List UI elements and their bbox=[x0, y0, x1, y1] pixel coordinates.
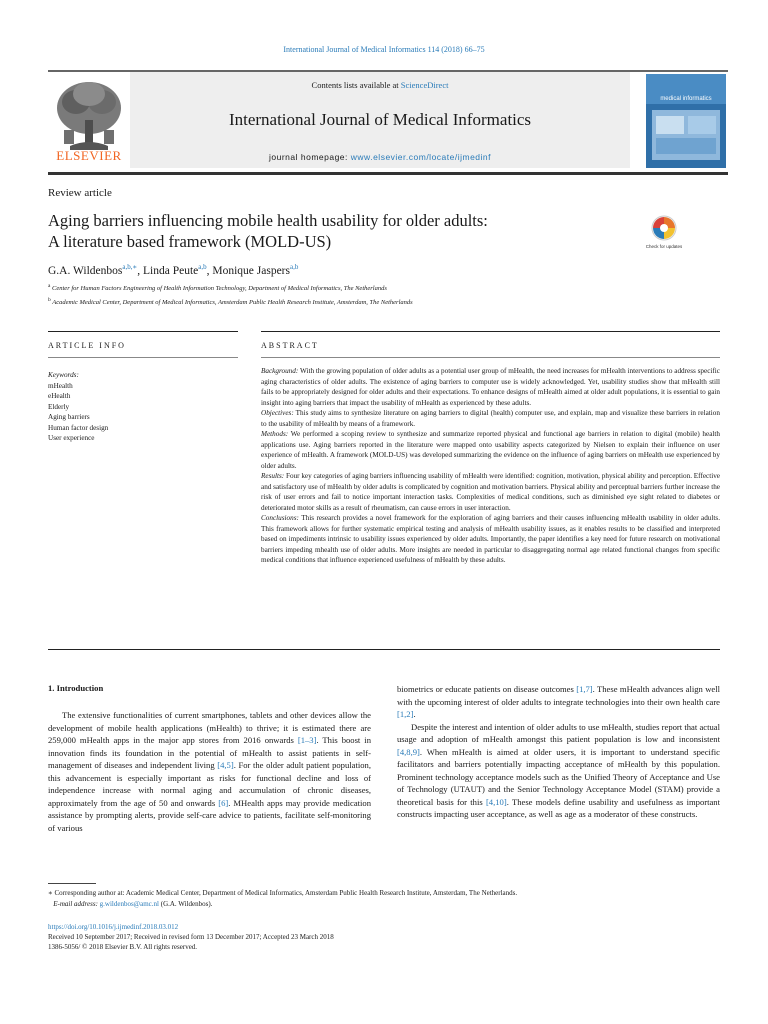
author-name[interactable]: Linda Peute bbox=[143, 264, 199, 277]
author-affiliation-marks[interactable]: a,b,∗ bbox=[122, 263, 138, 271]
keyword: User experience bbox=[48, 434, 95, 442]
affiliation-label: b bbox=[48, 297, 51, 303]
crossmark-label: Check for updates bbox=[646, 244, 682, 249]
citation-link[interactable]: [4,5] bbox=[217, 760, 234, 770]
received-dates: Received 10 September 2017; Received in revised form 13 December 2017; Accepted 23 March 2018 bbox=[48, 933, 334, 941]
article-title bbox=[48, 210, 608, 252]
author-name[interactable]: Monique Jaspers bbox=[212, 264, 290, 277]
keywords-block bbox=[48, 370, 238, 444]
abstract-background: Background: With the growing population of older adults as a potential user group of mHealth, the need increases for mHealth interventions to address specific aging characteristics of older adults. The existence of aging barriers to computer use is widely acknowledged. Yet, usability studies show that mHealth still fails to be appropriately designed for older adults and their expectations. To enhance designs of mHealth aimed at older adult populations, it is essential to gain insight into aging barriers that impact the usability of mHealth as experienced by these adults. bbox=[261, 367, 720, 407]
abstract-heading: ABSTRACT bbox=[261, 341, 319, 350]
title-line-1: Aging barriers influencing mobile health usability for older adults: bbox=[48, 211, 488, 230]
keyword: Human factor design bbox=[48, 423, 109, 432]
affiliation-a bbox=[48, 283, 387, 292]
abstract-rule bbox=[261, 331, 720, 332]
affiliation-label: a bbox=[48, 283, 51, 289]
author-list: G.A. Wildenbos$^{a,b,∗}$, Linda Peute$^{a,b}$, Monique Jaspers$^{a,b}$ bbox=[48, 263, 299, 277]
footnotes bbox=[48, 888, 728, 909]
abstract-sub-rule bbox=[261, 357, 720, 358]
citation-link[interactable]: [4,8,9] bbox=[397, 746, 420, 757]
article-type: Review article bbox=[48, 187, 112, 199]
citation-link[interactable]: [4,10] bbox=[485, 796, 507, 807]
intro-paragraph-2: Despite the interest and intention of older adults to use mHealth, studies report that actual usage and adoption of mHealth amongst this patient population is low and inconsistent [4,8,9]. When mHealth is aimed at older users, it is important to understand specific facilitators and barriers potentially impacting acceptance of mHealth by this population. Prominent technology acceptance models such as the Unified Theory of Acceptance and Use of Technology (UTAUT) and the Senior Technology Acceptance Model (STAM) provide a theoretical basis for this [4,10]. These models define usability and usefulness as important constructs impacting user acceptance, as well as age as a moderator of these constructs. bbox=[397, 721, 720, 819]
abstract-conclusions: Conclusions: This research provides a novel framework for the exploration of aging barriers and their causes influencing mHealth usability in older adults. This framework allows for further systematic empirical testing and analysis of mHealth usability issues, as it enables results to be classified and interpreted based on impediments intrinsic to usability issues experienced by older adults. Importantly, the paper identifies a key need for future research on motivational barriers impeding mhealth use of older adults. More insights are needed in particular to disaggregating normal age related functional changes from specific medical conditions that influence experienced usefulness of mHealth by these adults. bbox=[261, 514, 720, 564]
body-right-column bbox=[397, 683, 720, 821]
footnote-rule bbox=[48, 883, 96, 884]
intro-paragraph-1-continued: biometrics or educate patients on disease outcomes [1,7]. These mHealth advances align well with the upcoming interest of older adults to integrate technologies into their own health care [1,2]. bbox=[397, 684, 720, 719]
intro-paragraph-1: The extensive functionalities of current smartphones, tablets and other devices allow the development of mobile health applications (mHealth) to thrive; it is estimated there are 259,000 mHealth apps in the major app stores from 2016 onwards [1–3]. This boost in innovation finds its foundation in the potential of mHealth to assist patients in self-management of diseases and independent living [4,5]. For the older adult patient population, this advancement is especially important as risks for functional decline and loss of independence increase with normal aging and accumulation of chronic diseases, approximately from the age of 50 and onwards [6]. MHealth apps may provide medication assistance by prompting alerts, provide self-care advice to patients, facilitate self-monitoring of various bbox=[48, 710, 372, 833]
abstract-methods: Methods: We performed a scoping review to synthesize and summarize reported physical and functional age barriers in relation to digital (mobile) health applications use. Aging barriers reported in the literature were mapped onto usability aspects categorized by Nielsen to explain their influence on user experience of mHealth. A framework (MOLD-US) was developed summarizing the evidence on the influence of aging barriers on mHealth use experienced by older adults. bbox=[261, 430, 720, 470]
title-line-2: A literature based framework (MOLD-US) bbox=[48, 232, 332, 251]
contents-availability bbox=[130, 80, 630, 90]
email-note: E-mail address: g.wildenbos@amc.nl (G.A. Wildenbos). bbox=[53, 899, 213, 908]
affiliation-text: Academic Medical Center, Department of Medical Informatics, Amsterdam Public Health Research Institute, Amsterdam, The Netherlands bbox=[52, 299, 413, 307]
abstract-end-rule bbox=[48, 649, 720, 650]
corresponding-author-note: ∗ Corresponding author at: Academic Medical Center, Department of Medical Informatics, Amsterdam Public Health Research Institute, Amsterdam, The Netherlands. bbox=[48, 889, 518, 897]
abstract-objectives: Objectives: This study aims to synthesize literature on aging barriers to digital (health) computer use, and explain, map and visualize these barriers in relation to the usability of mHealth by means of a framework. bbox=[261, 409, 720, 428]
journal-reference[interactable]: International Journal of Medical Informatics 114 (2018) 66–75 bbox=[283, 45, 485, 54]
homepage-link[interactable]: www.elsevier.com/locate/ijmedinf bbox=[350, 152, 492, 162]
journal-title: International Journal of Medical Informatics bbox=[228, 110, 532, 129]
author-name[interactable]: G.A. Wildenbos bbox=[48, 264, 123, 277]
journal-homepage bbox=[130, 152, 630, 162]
citation-link[interactable]: [6] bbox=[218, 797, 229, 808]
affiliation-b bbox=[48, 297, 413, 306]
journal-cover-image[interactable] bbox=[646, 74, 726, 168]
keywords-label: Keywords: bbox=[48, 371, 79, 379]
keyword: eHealth bbox=[48, 392, 71, 400]
doi-link[interactable]: https://doi.org/10.1016/j.ijmedinf.2018.03.012 bbox=[48, 923, 179, 931]
affiliation-text: Center for Human Factors Engineering of Health Information Technology, Department of Medical Informatics, The Netherlands bbox=[52, 285, 387, 293]
abstract-body bbox=[261, 366, 720, 566]
keyword: Elderly bbox=[48, 402, 70, 411]
homepage-prefix: journal homepage: bbox=[268, 152, 351, 162]
article-info-sub-rule bbox=[48, 357, 238, 358]
email-label: E-mail address: bbox=[53, 899, 98, 908]
keyword: Aging barriers bbox=[48, 413, 90, 421]
abstract-results: Results: Four key categories of aging barriers influencing usability of mHealth were identified: cognition, motivation, physical ability and perception. Effective and satisfactory use of mHealth by older adults is complicated by cognition and motivation barriers. Physical ability and perceptual barriers further increase the risk of user errors and fail to notice important interaction tasks. Complexities of medical conditions, such as diminished eye sight related to diabetes or deteriorated motor skills as a result of rheumatism, can cause errors in user interaction. bbox=[261, 472, 720, 512]
sciencedirect-link[interactable]: ScienceDirect bbox=[400, 80, 449, 90]
email-link[interactable]: g.wildenbos@amc.nl bbox=[99, 899, 159, 908]
elsevier-wordmark: ELSEVIER bbox=[56, 148, 122, 163]
publication-info bbox=[48, 922, 334, 952]
keyword: mHealth bbox=[48, 381, 73, 390]
author-affiliation-marks[interactable]: a,b bbox=[198, 263, 207, 271]
masthead-bottom-rule bbox=[48, 172, 728, 175]
check-for-updates-badge[interactable] bbox=[646, 213, 682, 257]
article-info-heading: ARTICLE INFO bbox=[48, 341, 126, 350]
citation-link[interactable]: [1,7] bbox=[576, 684, 593, 694]
citation-link[interactable]: [1–3] bbox=[297, 735, 317, 745]
section-heading-introduction: 1. Introduction bbox=[48, 683, 104, 693]
author-affiliation-marks[interactable]: a,b bbox=[290, 263, 299, 271]
contents-prefix: Contents lists available at bbox=[311, 80, 401, 90]
article-info-rule bbox=[48, 331, 238, 332]
cover-title: medical informatics bbox=[660, 96, 712, 102]
citation-link[interactable]: [1,2] bbox=[397, 709, 414, 719]
body-left-column bbox=[48, 709, 371, 834]
copyright-line: 1386-5056/ © 2018 Elsevier B.V. All rights reserved. bbox=[48, 943, 198, 951]
